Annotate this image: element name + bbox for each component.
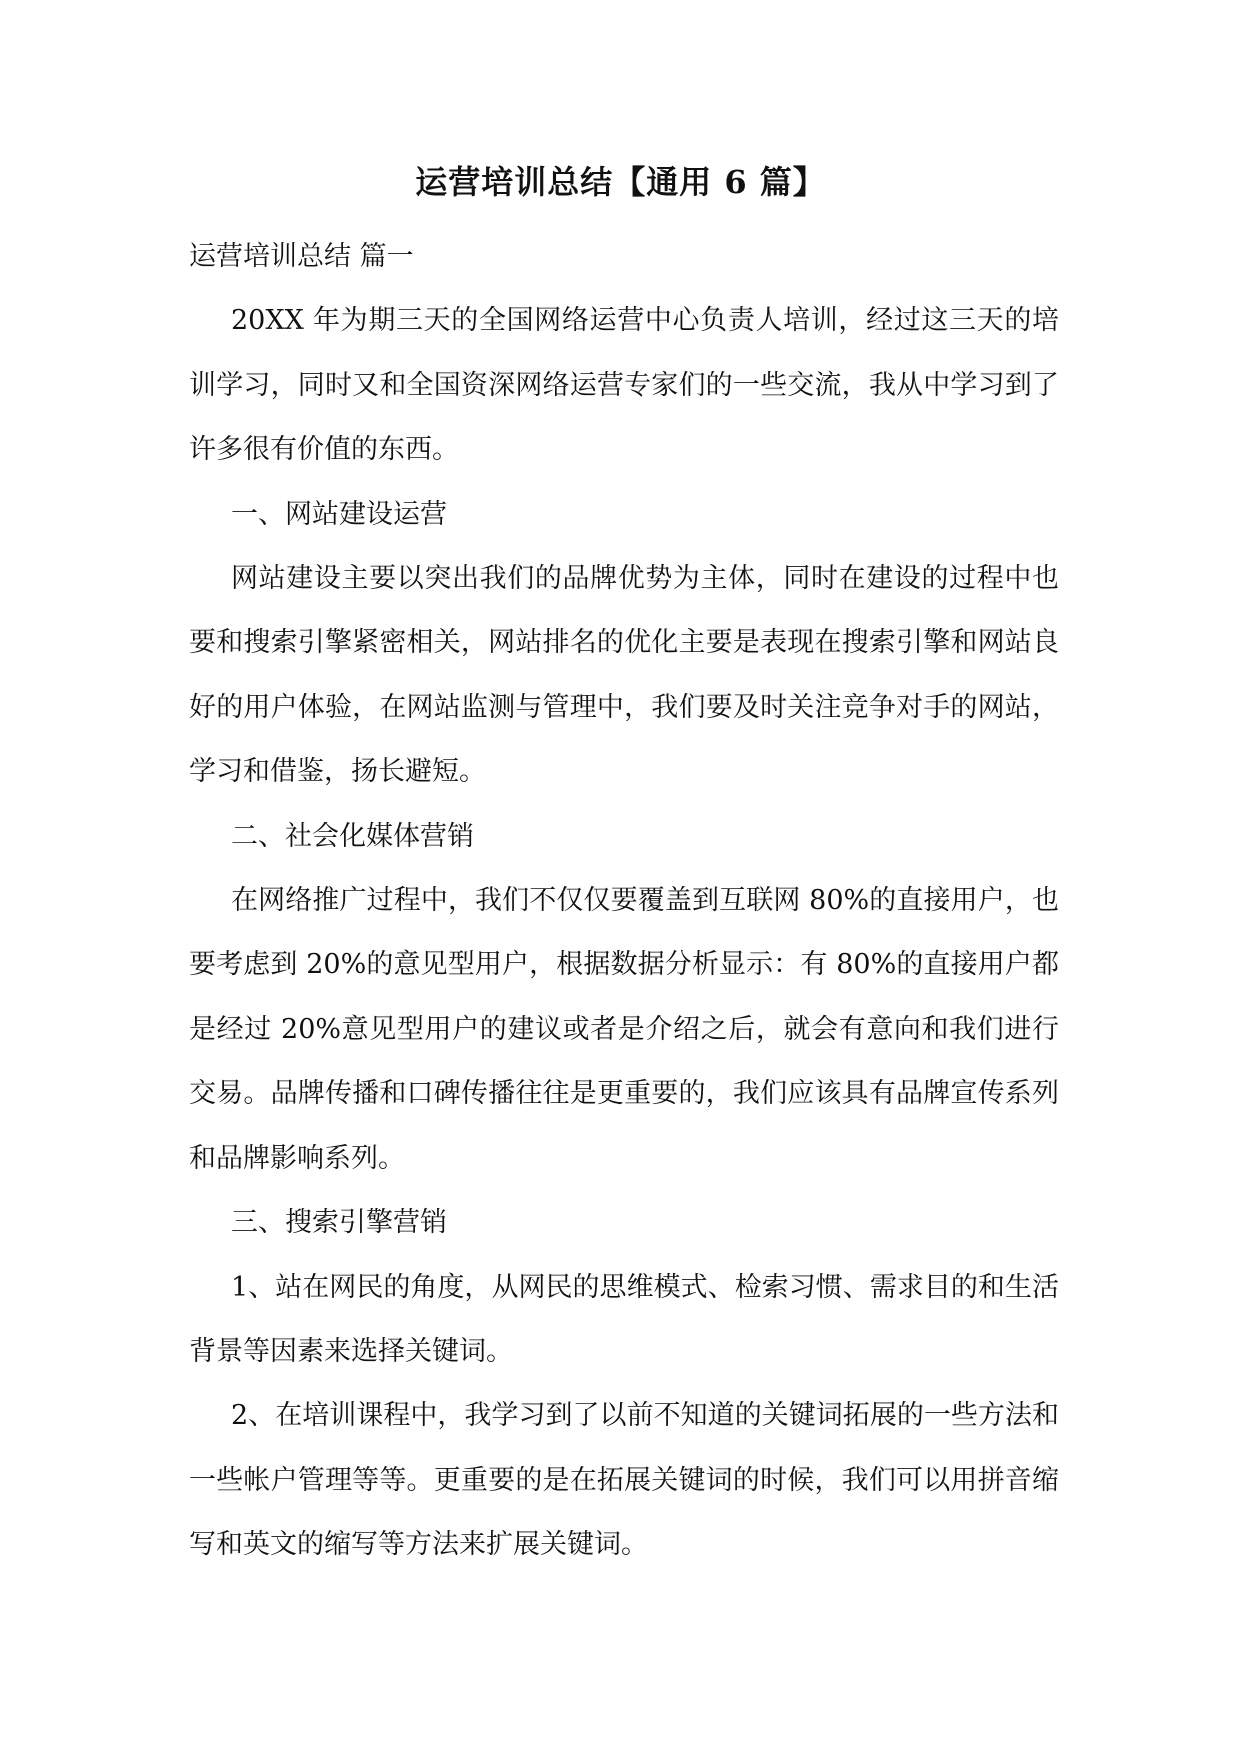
subsection-heading: 二、社会化媒体营销 bbox=[231, 820, 474, 852]
paragraph: 网站建设主要以突出我们的品牌优势为主体，同时在建设的过程中也要和搜索引擎紧密相关，网站排名的优化主要是表现在搜索引擎和网站良好的用户体验，在网站监测与管理中，我们要及时关注竞争对手的网站，学习和借鉴，扬长避短。 bbox=[189, 563, 1059, 788]
paragraph: 20XX 年为期三天的全国网络运营中心负责人培训，经过这三天的培训学习，同时又和全国资深网络运营专家们的一些交流，我从中学习到了许多很有价值的东西。 bbox=[189, 305, 1059, 466]
subsection-heading: 一、网站建设运营 bbox=[231, 498, 447, 530]
list-item: 2、在培训课程中，我学习到了以前不知道的关键词拓展的一些方法和一些帐户管理等等。更重要的是在拓展关键词的时候，我们可以用拼音缩写和英文的缩写等方法来扩展关键词。 bbox=[189, 1400, 1059, 1561]
paragraph: 在网络推广过程中，我们不仅仅要覆盖到互联网 80%的直接用户，也要考虑到 20%的意见型用户，根据数据分析显示：有 80%的直接用户都是经过 20%意见型用户的建议或者是介绍之后，就会有意向和我们进行交易。品牌传播和口碑传播往往是更重要的，我们应该具有品牌宣传系列和品牌影响系列。 bbox=[189, 885, 1059, 1174]
document-title: 运营培训总结【通用 6 篇】 bbox=[415, 163, 826, 201]
document-body bbox=[189, 225, 1059, 1578]
list-item: 1、站在网民的角度，从网民的思维模式、检索习惯、需求目的和生活背景等因素来选择关键词。 bbox=[189, 1271, 1059, 1367]
subsection-heading: 三、搜索引擎营销 bbox=[231, 1207, 447, 1239]
section-heading: 运营培训总结 篇一 bbox=[189, 241, 414, 272]
